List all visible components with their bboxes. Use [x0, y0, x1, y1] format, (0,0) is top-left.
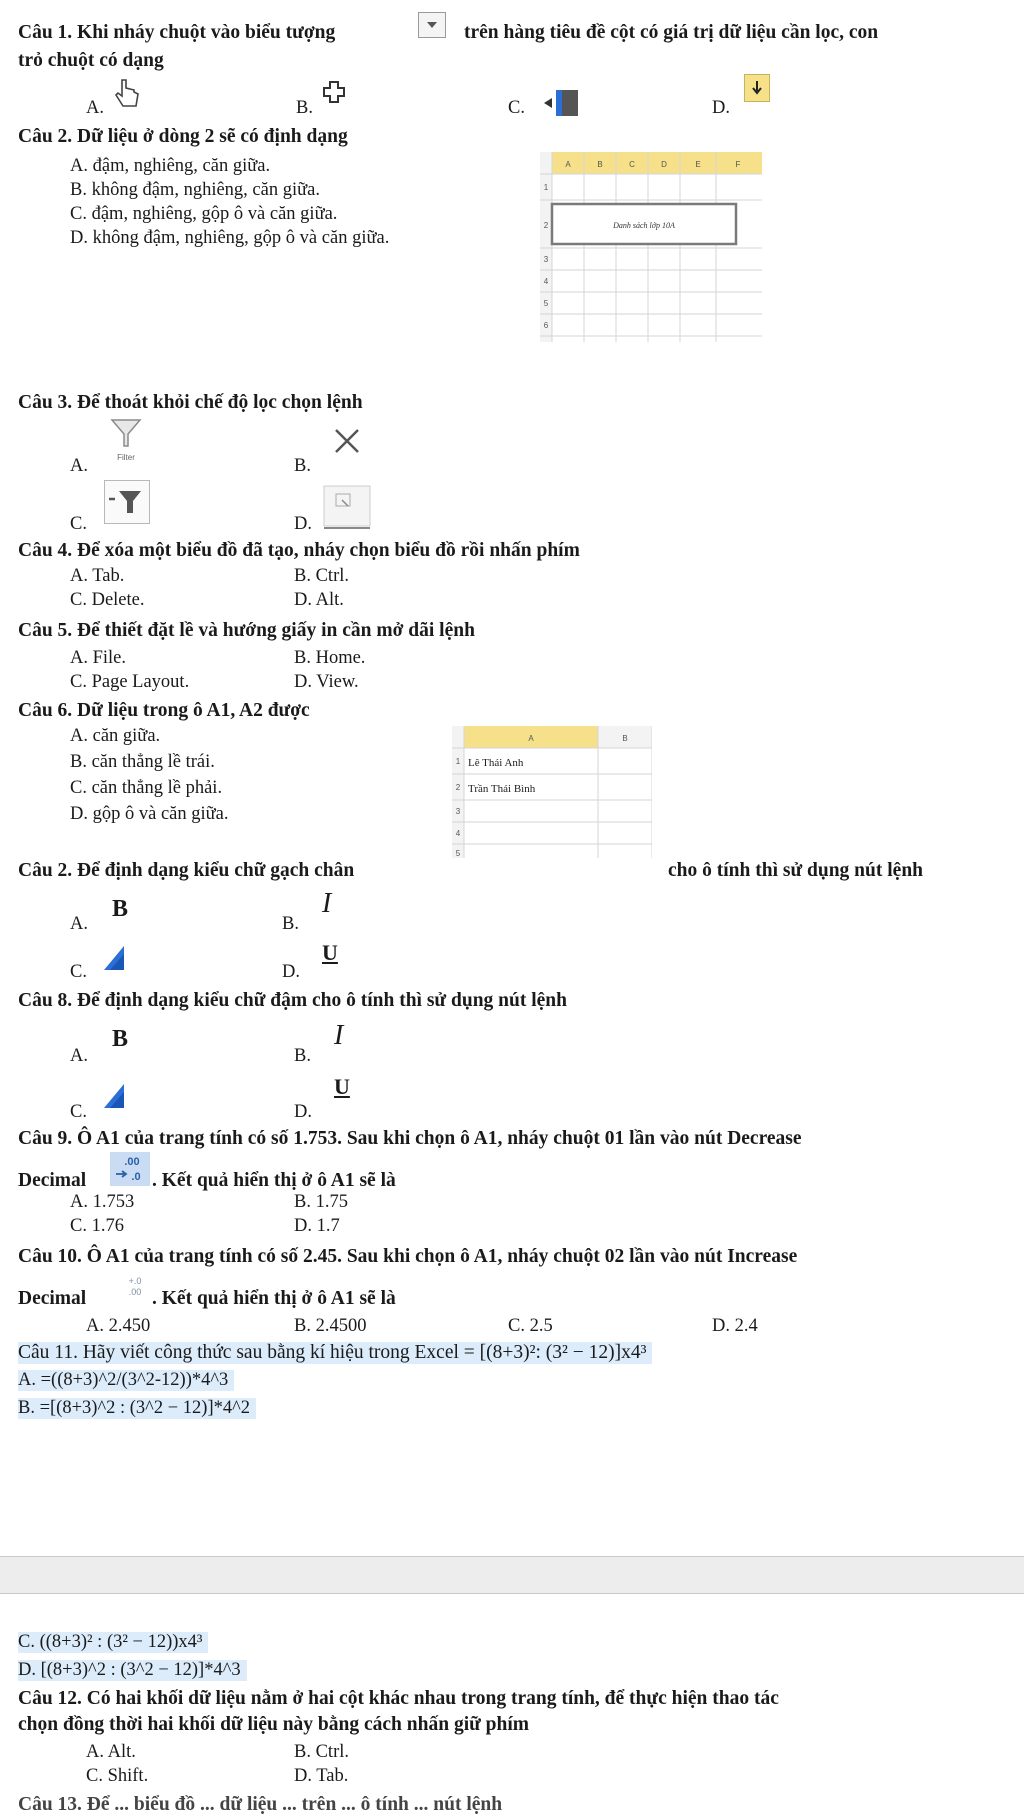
q8-option-c: C. [70, 1102, 87, 1122]
q2-col-f: F [735, 160, 741, 169]
q3-option-b: B. [294, 456, 311, 476]
svg-text:.00: .00 [124, 1156, 140, 1168]
q10-option-a: A. 2.450 [86, 1316, 151, 1336]
q9-option-a: A. 1.753 [70, 1192, 135, 1212]
clear-filter-icon [104, 480, 150, 524]
svg-text:.0: .0 [131, 1171, 141, 1183]
q2-option-d: D. không đậm, nghiêng, gộp ô và căn giữa. [70, 228, 390, 248]
q6-spreadsheet [452, 726, 652, 858]
svg-text:+.0: +.0 [128, 1276, 142, 1286]
q8-option-d: D. [294, 1102, 312, 1122]
q3-text: Câu 3. Để thoát khỏi chế độ lọc chọn lệnh [18, 392, 363, 413]
q6-row-1: 1 [455, 757, 461, 766]
increase-decimal-icon [120, 1274, 150, 1303]
q11-text: Câu 11. Hãy viết công thức sau bằng kí hiệu trong Excel = [(8+3)²: (3² − 12)]x4³ [18, 1342, 652, 1364]
q6-option-d: D. gộp ô và căn giữa. [70, 804, 229, 824]
q2-option-b: B. không đậm, nghiêng, căn giữa. [70, 180, 320, 200]
q5-option-a: A. File. [70, 648, 127, 668]
q7-option-a: A. [70, 914, 88, 934]
q2-row-1: 1 [543, 183, 549, 192]
q2-text: Câu 2. Dữ liệu ở dòng 2 sẽ có định dạng [18, 126, 348, 147]
q6-row-4: 4 [455, 829, 461, 838]
q6-cell-a1: Lê Thái Anh [468, 757, 524, 769]
q2-row-5: 5 [543, 299, 549, 308]
q9-option-b: B. 1.75 [294, 1192, 348, 1212]
filter-funnel-icon [106, 416, 146, 471]
q10-text-b: Decimal [18, 1288, 87, 1309]
q9-text-a: Câu 9. Ô A1 của trang tính có số 1.753. Sau khi chọn ô A1, nháy chuột 01 lần vào nút Decrease [18, 1128, 802, 1149]
font-color-icon [100, 1080, 130, 1117]
q2-row-4: 4 [543, 277, 549, 286]
q4-option-b: B. Ctrl. [294, 566, 349, 586]
q6-option-a: A. căn giữa. [70, 726, 161, 746]
q1-option-b: B. [296, 98, 313, 118]
q1-text-c: trỏ chuột có dạng [18, 50, 164, 71]
filter-dropdown-icon [418, 12, 446, 38]
decrease-decimal-icon [110, 1152, 150, 1186]
q6-option-c: C. căn thẳng lề phải. [70, 778, 223, 798]
q12-text-b: chọn đồng thời hai khối dữ liệu này bằng cách nhấn giữ phím [18, 1714, 530, 1735]
q2-merged-cell: Danh sách lớp 10A [613, 221, 675, 230]
q12-option-d: D. Tab. [294, 1766, 349, 1786]
q4-option-c: C. Delete. [70, 590, 145, 610]
bold-icon: B [112, 896, 129, 922]
hand-pointer-icon [108, 76, 144, 117]
q2-option-c: C. đậm, nghiêng, gộp ô và căn giữa. [70, 204, 338, 224]
underline-icon: U [322, 940, 338, 965]
italic-icon: I [334, 1020, 344, 1051]
q4-text: Câu 4. Để xóa một biểu đồ đã tạo, nháy chọn biểu đồ rồi nhấn phím [18, 540, 580, 561]
q3-option-c: C. [70, 514, 87, 534]
q2-row-6: 6 [543, 321, 549, 330]
q7-text-a: Câu 2. Để định dạng kiểu chữ gạch chân [18, 860, 355, 881]
q10-option-d: D. 2.4 [712, 1316, 758, 1336]
q11-option-a: A. =((8+3)^2/(3^2-12))*4^3 [18, 1370, 234, 1391]
q11-option-b: B. =[(8+3)^2 : (3^2 − 12)]*4^2 [18, 1398, 256, 1419]
q3-option-d: D. [294, 514, 312, 534]
q4-option-a: A. Tab. [70, 566, 125, 586]
font-color-icon [100, 942, 130, 979]
q6-row-5: 5 [455, 849, 461, 858]
q12-option-c: C. Shift. [86, 1766, 149, 1786]
q8-text: Câu 8. Để định dạng kiểu chữ đậm cho ô tính thì sử dụng nút lệnh [18, 990, 567, 1011]
q12-text-a: Câu 12. Có hai khối dữ liệu nằm ở hai cột khác nhau trong trang tính, để thực hiện thao tác [18, 1688, 779, 1709]
q5-option-c: C. Page Layout. [70, 672, 190, 692]
down-arrow-icon [744, 74, 770, 102]
q6-col-a: A [528, 734, 534, 743]
q1-text-b: trên hàng tiêu đề cột có giá trị dữ liệu cần lọc, con [464, 22, 879, 43]
dialog-launcher-icon [322, 484, 374, 537]
q6-text: Câu 6. Dữ liệu trong ô A1, A2 được [18, 700, 310, 721]
column-resize-icon [542, 88, 582, 123]
q13-text-cut: Câu 13. Để ... biểu đồ ... dữ liệu ... trên ... ô tính ... nút lệnh [18, 1794, 503, 1815]
q9-text-c: . Kết quả hiển thị ở ô A1 sẽ là [152, 1170, 396, 1191]
q7-option-b: B. [282, 914, 299, 934]
q2-col-d: D [661, 160, 667, 169]
q8-option-b: B. [294, 1046, 311, 1066]
q2-spreadsheet [540, 152, 762, 342]
q7-option-c: C. [70, 962, 87, 982]
q5-text: Câu 5. Để thiết đặt lề và hướng giấy in cần mở dãi lệnh [18, 620, 475, 641]
q6-option-b: B. căn thẳng lề trái. [70, 752, 215, 772]
q2-row-2: 2 [543, 221, 549, 230]
q2-col-e: E [695, 160, 701, 169]
move-cross-icon [322, 80, 346, 109]
q6-col-b: B [622, 734, 628, 743]
q9-option-d: D. 1.7 [294, 1216, 340, 1236]
q6-cell-a2: Trần Thái Bình [468, 783, 536, 795]
q5-option-b: B. Home. [294, 648, 366, 668]
q10-text-a: Câu 10. Ô A1 của trang tính có số 2.45. Sau khi chọn ô A1, nháy chuột 02 lần vào nút Increase [18, 1246, 798, 1267]
q2-col-b: B [597, 160, 603, 169]
q6-row-2: 2 [455, 783, 461, 792]
q1-text-a: Câu 1. Khi nháy chuột vào biểu tượng [18, 22, 336, 43]
underline-icon: U [334, 1074, 350, 1099]
q10-text-c: . Kết quả hiển thị ở ô A1 sẽ là [152, 1288, 396, 1309]
q9-option-c: C. 1.76 [70, 1216, 124, 1236]
q4-option-d: D. Alt. [294, 590, 344, 610]
q6-row-3: 3 [455, 807, 461, 816]
q2-col-c: C [629, 160, 635, 169]
q12-option-b: B. Ctrl. [294, 1742, 349, 1762]
bold-icon: B [112, 1026, 129, 1052]
q1-option-a: A. [86, 98, 104, 118]
q2-col-a: A [565, 160, 571, 169]
italic-icon: I [322, 888, 332, 919]
q12-option-a: A. Alt. [86, 1742, 136, 1762]
q9-text-b: Decimal [18, 1170, 87, 1191]
q10-option-c: C. 2.5 [508, 1316, 553, 1336]
q2-row-3: 3 [543, 255, 549, 264]
filter-caption: Filter [117, 453, 135, 462]
q11-option-d: D. [(8+3)^2 : (3^2 − 12)]*4^3 [18, 1660, 247, 1681]
q7-text-b: cho ô tính thì sử dụng nút lệnh [668, 860, 924, 881]
q1-option-d: D. [712, 98, 730, 118]
q3-option-a: A. [70, 456, 88, 476]
q7-option-d: D. [282, 962, 300, 982]
q10-option-b: B. 2.4500 [294, 1316, 367, 1336]
q11-option-c: C. ((8+3)² : (3² − 12))x4³ [18, 1632, 208, 1653]
q5-option-d: D. View. [294, 672, 359, 692]
close-x-icon [332, 426, 362, 461]
page-break [0, 1556, 1024, 1594]
q1-option-c: C. [508, 98, 525, 118]
svg-text:.00: .00 [128, 1287, 142, 1297]
q2-option-a: A. đậm, nghiêng, căn giữa. [70, 156, 271, 176]
q8-option-a: A. [70, 1046, 88, 1066]
